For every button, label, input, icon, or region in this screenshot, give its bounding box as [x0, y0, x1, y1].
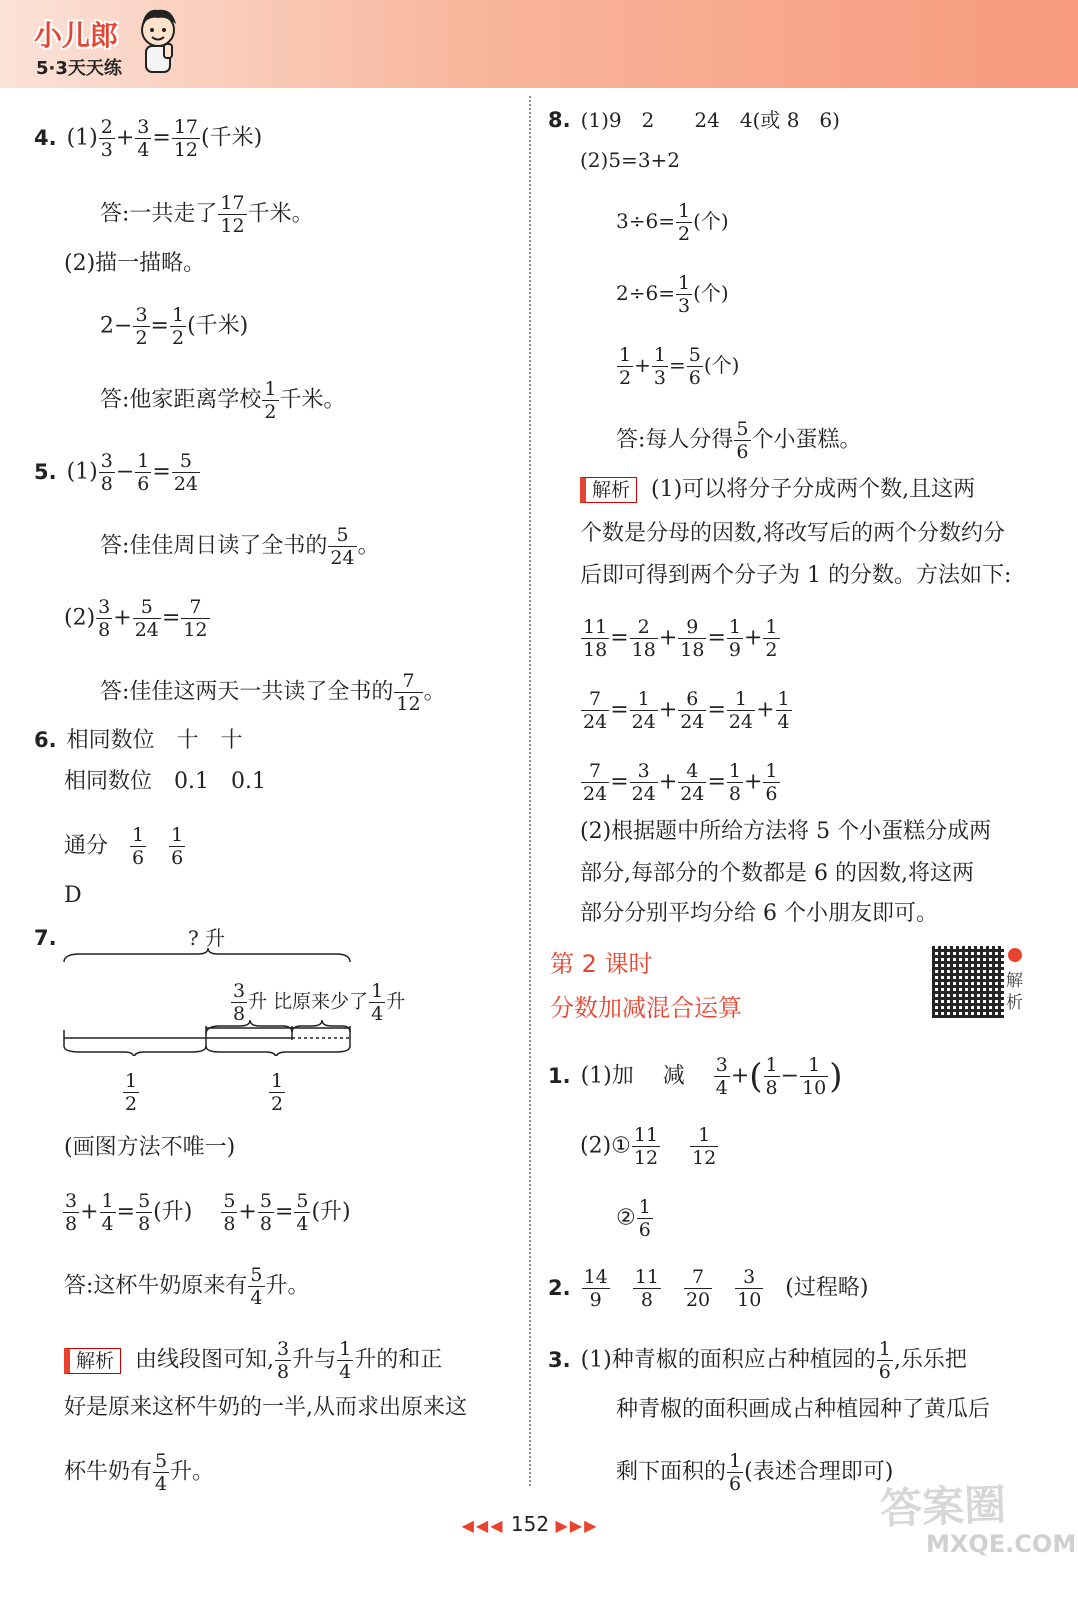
q6-row3: 通分 $\frac{1}{6}$ $\frac{1}{6}$ — [64, 824, 184, 869]
q7-segment-label: $\frac{3}{8}$ 升 比原来少了 $\frac{1}{4}$ 升 — [233, 980, 406, 1025]
s1-line3: ② $\frac{1}{6}$ — [616, 1196, 651, 1241]
next-arrows-icon: ▶▶▶ — [555, 1516, 599, 1535]
q8-method-2: $\frac{7}{24}$ = $\frac{1}{24}$ + $\frac{6}{24}$ = $\frac{1}{24}$ + $\frac{1}{4}$ — [583, 688, 790, 733]
series-name: 5·3天天练 — [36, 58, 122, 79]
q8-answer: 答:每人分得 $\frac{5}{6}$ 个小蛋糕。 — [616, 418, 862, 463]
qr-code[interactable] — [932, 946, 1004, 1018]
q4-line1: 4. (1) $\frac{2}{3}$ + $\frac{3}{4}$ = $\frac{17}{12}$ (千米) — [34, 116, 263, 161]
q8-line1: 8. (1)9 2 24 4(或 8 6) — [548, 108, 840, 132]
page-number: 152 — [510, 1512, 550, 1536]
s3-line1: 3. (1)种青椒的面积应占种植园的 $\frac{1}{6}$ ,乐乐把 — [548, 1338, 967, 1383]
analysis-tag: 解析 — [580, 477, 637, 503]
s3-line2: 种青椒的面积画成占种植园种了黄瓜后 — [616, 1397, 991, 1422]
q8-line2: (2)5=3+2 — [580, 148, 681, 172]
q8-explanation-3: 后即可得到两个分子为 1 的分数。方法如下: — [580, 563, 1012, 588]
q8-method-1: $\frac{11}{18}$ = $\frac{2}{18}$ + $\frac{9}{18}$ = $\frac{1}{9}$ + $\frac{1}{2}$ — [583, 616, 778, 661]
q8-line3: 3÷6= $\frac{1}{2}$ (个) — [616, 200, 729, 245]
q4-answer1: 答:一共走了 $\frac{17}{12}$ 千米。 — [100, 192, 314, 237]
q8-explanation-2: 个数是分母的因数,将改写后的两个分数约分 — [580, 521, 1005, 546]
lesson-title: 第 2 课时 — [550, 950, 653, 978]
q7-answer: 答:这杯牛奶原来有 $\frac{5}{4}$ 升。 — [64, 1264, 310, 1309]
q7-half-right: $\frac{1}{2}$ — [271, 1070, 284, 1115]
q7-explanation-1: 解析 由线段图可知, $\frac{3}{8}$ 升与 $\frac{1}{4}$ 升的和正 — [64, 1338, 442, 1383]
q7-explanation-3: 杯牛奶有 $\frac{5}{4}$ 升。 — [64, 1450, 215, 1495]
lesson-topic: 分数加减混合运算 — [550, 994, 742, 1022]
q8-explanation-1: 解析 (1)可以将分子分成两个数,且这两 — [580, 476, 975, 504]
q8-method-3: $\frac{7}{24}$ = $\frac{3}{24}$ + $\frac{4}{24}$ = $\frac{1}{8}$ + $\frac{1}{6}$ — [583, 760, 778, 805]
q8-explanation-6: 部分分别平均分给 6 个小朋友即可。 — [580, 901, 938, 926]
q5-line2: (2) $\frac{3}{8}$ + $\frac{5}{24}$ = $\frac{7}{12}$ — [64, 596, 208, 641]
q8-line5: $\frac{1}{2}$ + $\frac{1}{3}$ = $\frac{5}{6}$ (个) — [619, 344, 740, 389]
column-divider — [529, 96, 531, 1486]
q7-top-label: ? 升 — [188, 926, 226, 950]
q8-explanation-4: (2)根据题中所给方法将 5 个小蛋糕分成两 — [580, 819, 992, 844]
page-header — [0, 0, 1078, 88]
mascot-icon — [136, 6, 180, 76]
q5-answer2: 答:佳佳这两天一共读了全书的 $\frac{7}{12}$ 。 — [100, 670, 446, 715]
q8-line4: 2÷6= $\frac{1}{3}$ (个) — [616, 272, 729, 317]
q8-explanation-5: 部分,每部分的个数都是 6 的因数,将这两 — [580, 861, 974, 886]
q4-line3: 2− $\frac{3}{2}$ = $\frac{1}{2}$ (千米) — [100, 304, 249, 349]
q6-row2: 相同数位 0.1 0.1 — [64, 769, 266, 794]
watermark-url: MXQE.COM — [926, 1530, 1077, 1558]
q7-explanation-2: 好是原来这杯牛奶的一半,从而求出原来这 — [64, 1395, 467, 1420]
q5-line1: 5. (1) $\frac{3}{8}$ − $\frac{1}{6}$ = $\frac{5}{24}$ — [34, 450, 199, 495]
q4-part2: (2)描一描略。 — [64, 251, 206, 276]
watermark-logo: 答案圈 — [879, 1479, 1007, 1534]
s1-line1: 1. (1)加 减 $\frac{3}{4}$ +( $\frac{1}{8}$ − $\frac{1}{10}$ ) — [548, 1054, 843, 1099]
s1-line2: (2)① $\frac{11}{12}$ $\frac{1}{12}$ — [580, 1124, 717, 1169]
s3-line3: 剩下面积的 $\frac{1}{6}$ (表述合理即可) — [616, 1450, 894, 1495]
q5-answer1: 答:佳佳周日读了全书的 $\frac{5}{24}$ 。 — [100, 524, 380, 569]
analysis-tag: 解析 — [64, 1348, 121, 1374]
qr-label: 解析 — [1006, 971, 1023, 1013]
play-icon — [1008, 948, 1022, 962]
prev-arrows-icon: ◀◀◀ — [461, 1516, 505, 1535]
q7-note: (画图方法不唯一) — [64, 1135, 236, 1160]
q4-answer2: 答:他家距离学校 $\frac{1}{2}$ 千米。 — [100, 378, 346, 423]
q6-row4: D — [64, 883, 82, 908]
brand-logo: 小儿郎 — [34, 19, 119, 52]
s2-line: 2. $\frac{14}{9}$ $\frac{11}{8}$ $\frac{7}{20}$ $\frac{3}{10}$ (过程略) — [548, 1266, 869, 1311]
q7-num: 7. — [34, 926, 57, 950]
q7-equations: $\frac{3}{8}$ + $\frac{1}{4}$ = $\frac{5}{8}$ (升) $\frac{5}{8}$ + $\frac{5}{8}$ = $\frac{5}{4}$ (升) — [65, 1190, 351, 1235]
page-footer — [440, 1512, 620, 1536]
q7-half-left: $\frac{1}{2}$ — [125, 1070, 138, 1115]
q6-row1: 6. 相同数位 十 十 — [34, 728, 243, 753]
